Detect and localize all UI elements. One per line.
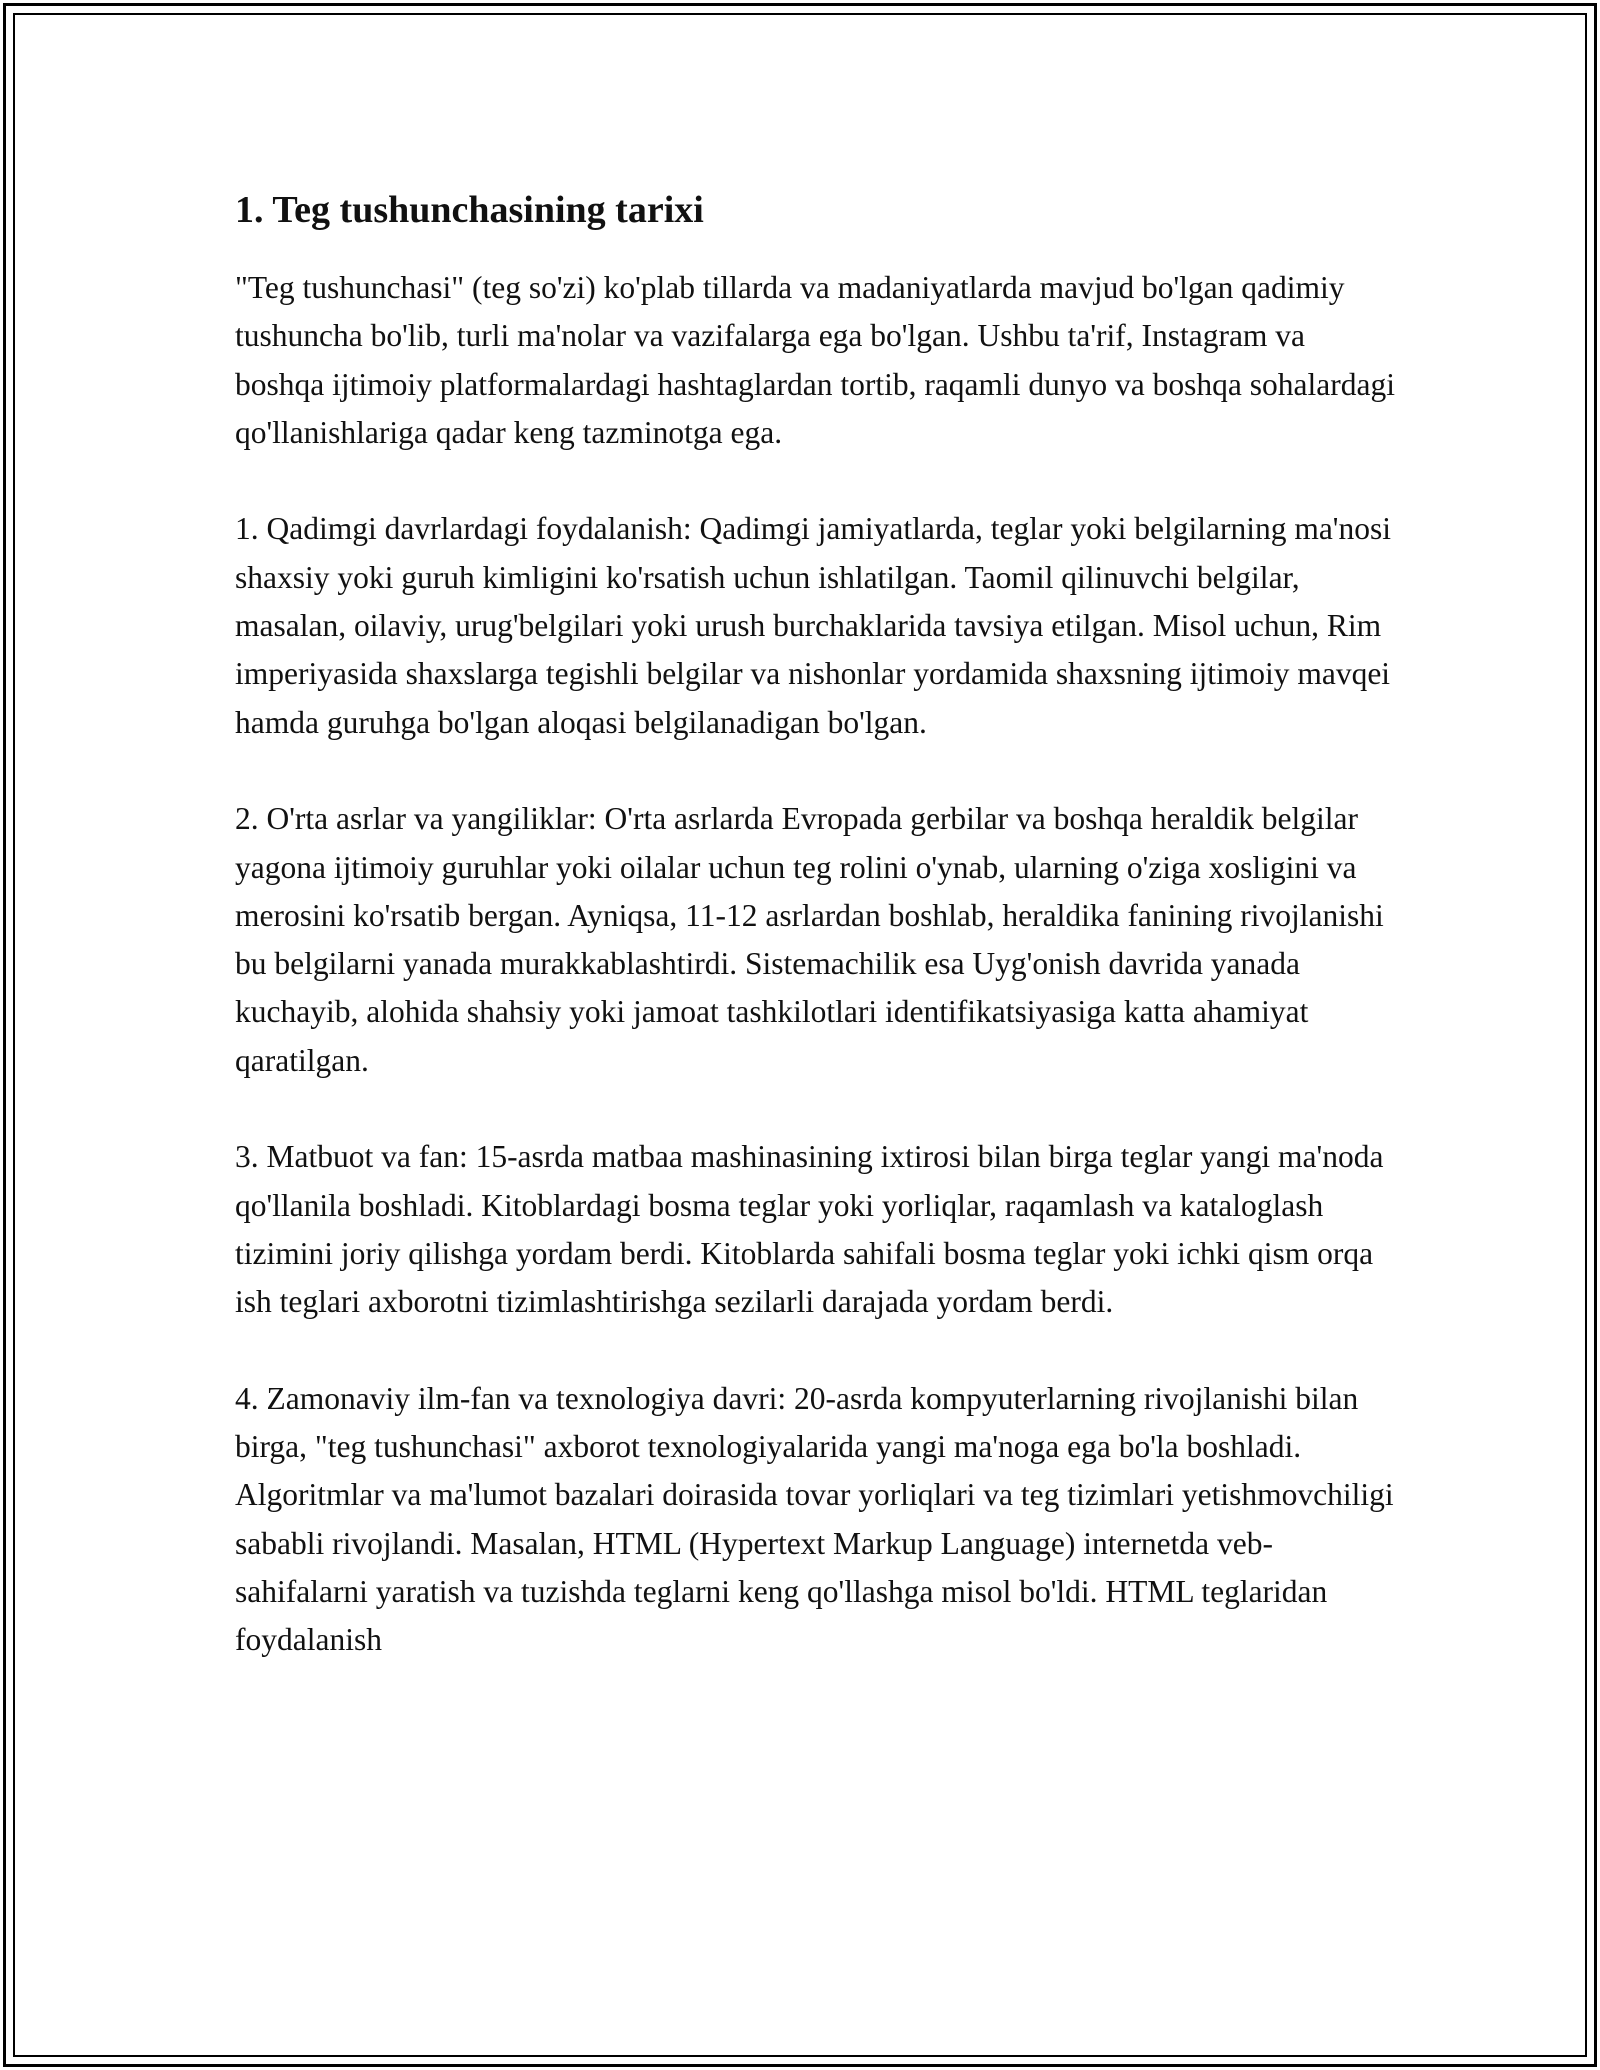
paragraph-printing-science: 3. Matbuot va fan: 15-asrda matbaa mashinasining ixtirosi bilan birga teglar yangi ma'noda qo'llanila boshladi. Kitoblardagi bosma teglar yoki yorliqlar, raqamlash va kataloglash tizimini joriy qilishga yordam berdi. Kitoblarda sahifali bosma teglar yoki ichki qism orqa ish teglari axborotni tizimlashtirishga sezilarli darajada yordam berdi. [235,1139,1384,1320]
paragraph-middle-ages: 2. O'rta asrlar va yangiliklar: O'rta asrlarda Evropada gerbilar va boshqa heraldik belgilar yagona ijtimoiy guruhlar yoki oilalar uchun teg rolini o'ynab, ularning o'ziga xosligini va merosini ko'rsatib bergan. Ayniqsa, 11-12 asrlardan boshlab, heraldika fanining rivojlanishi bu belgilarni yanada murakkablashtirdi. Sistemachilik esa Uyg'onish davrida yanada kuchayib, alohida shahsiy yoki jamoat tashkilotlari identifikatsiyasiga katta ahamiyat qaratilgan. [235,801,1384,1078]
paragraph-ancient-usage: 1. Qadimgi davrlardagi foydalanish: Qadimgi jamiyatlarda, teglar yoki belgilarning ma'nosi shaxsiy yoki guruh kimligini ko'rsatish uchun ishlatilgan. Taomil qilinuvchi belgilar, masalan, oilaviy, urug'belgilari yoki urush burchaklarida tavsiya etilgan. Misol uchun, Rim imperiyasida shaxslarga tegishli belgilar va nishonlar yordamida shaxsning ijtimoiy mavqei hamda guruhga bo'lgan aloqasi belgilanadigan bo'lgan. [235,511,1391,740]
section-title: 1. Teg tushunchasining tarixi [235,189,704,231]
intro-paragraph: "Teg tushunchasi" (teg so'zi) ko'plab tillarda va madaniyatlarda mavjud bo'lgan qadimiy tushuncha bo'lib, turli ma'nolar va vazifalarga ega bo'lgan. Ushbu ta'rif, Instagram va boshqa ijtimoiy platformalardagi hashtaglardan tortib, raqamli dunyo va boshqa sohalardagi qo'llanishlariga qadar keng tazminotga ega. [235,270,1395,450]
document-body [235,184,1395,1713]
paragraph-modern-technology: 4. Zamonaviy ilm-fan va texnologiya davri: 20-asrda kompyuterlarning rivojlanishi bilan birga, "teg tushunchasi" axborot texnologiyalarida yangi ma'noga ega bo'la boshladi. Algoritmlar va ma'lumot bazalari doirasida tovar yorliqlari va teg tizimlari yetishmovchiligi sababli rivojlandi. Masalan, HTML (Hypertext Markup Language) internetda veb-sahifalarni yaratish va tuzishda teglarni keng qo'llashga misol bo'ldi. HTML teglaridan foydalanish [235,1380,1394,1658]
